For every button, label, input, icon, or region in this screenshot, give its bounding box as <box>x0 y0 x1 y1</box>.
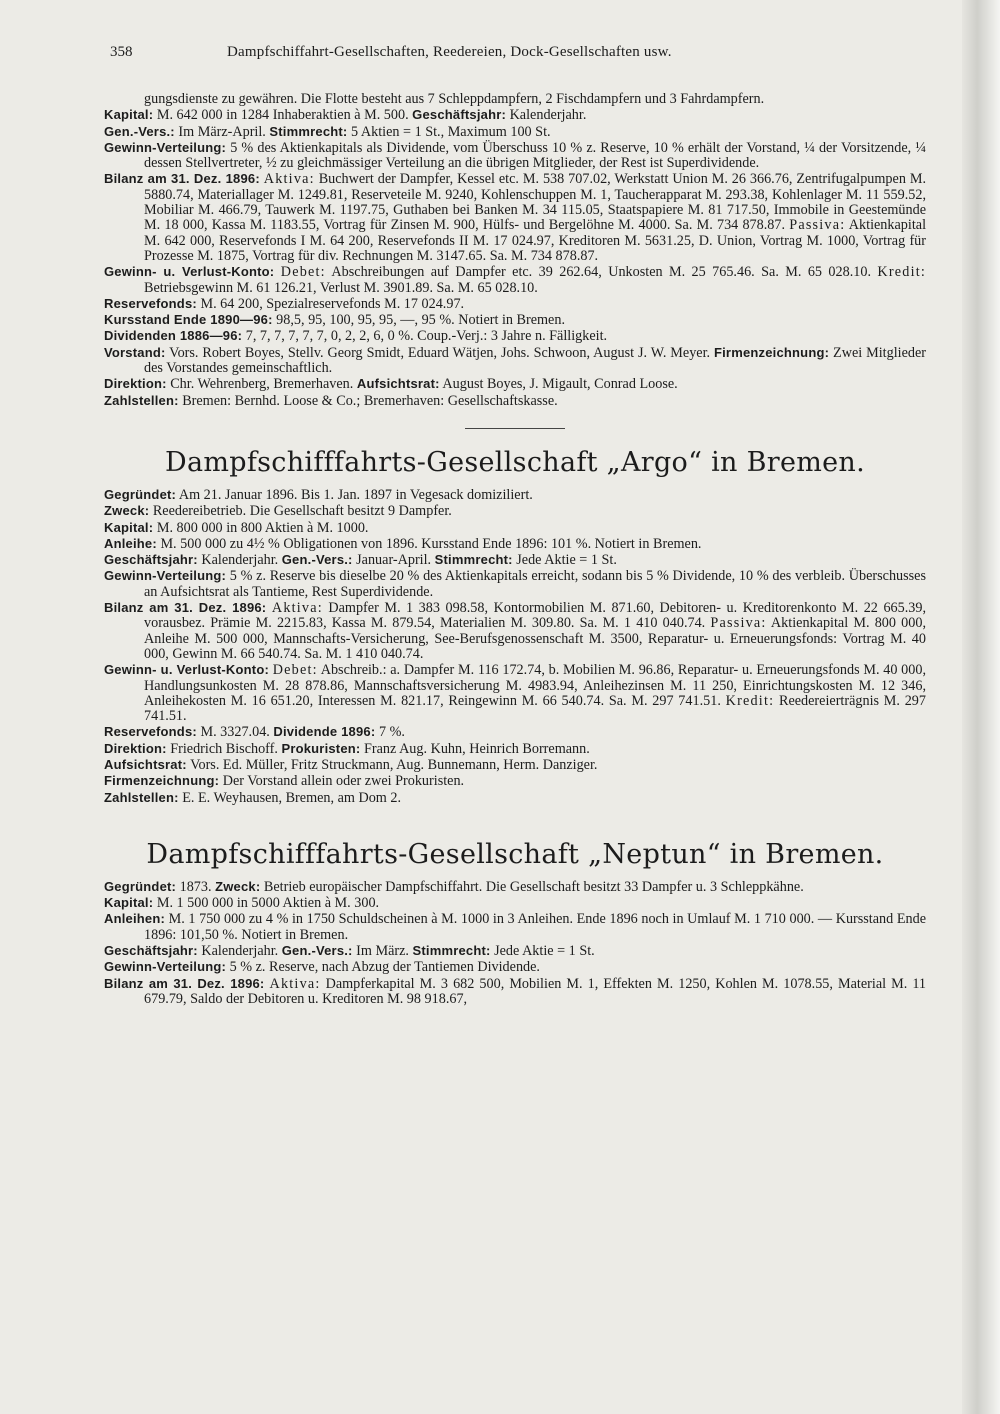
anleihe-entry: Anleihe: M. 500 000 zu 4½ % Obligationen von 1896. Kursstand Ende 1896: 101 %. Notiert in Bremen. <box>104 535 702 552</box>
zahlstellen-entry: Zahlstellen: Bremen: Bernhd. Loose & Co.; Bremerhaven: Gesellschaftskasse. <box>104 392 558 409</box>
running-title: Dampfschiffahrt-Gesellschaften, Reedereien, Dock-Gesellschaften usw. <box>227 44 672 60</box>
dividenden-entry: Dividenden 1886—96: 7, 7, 7, 7, 7, 7, 0, 2, 2, 6, 0 %. Coup.-Verj.: 3 Jahre n. Fälligkeit. <box>104 328 608 345</box>
geschaeftsjahr-entry: Geschäftsjahr: Kalenderjahr. Gen.-Vers.: Januar-April. Stimmrecht: Jede Aktie = 1 St. <box>104 552 617 569</box>
company-title-neptun: Dampfschifffahrts-Gesellschaft „Neptun“ in Bremen. <box>146 838 884 870</box>
continued-text: gungsdienste zu gewähren. Die Flotte besteht aus 7 Schleppdampfern, 2 Fischdampfern und 3 Fahrdampfern. <box>144 91 765 107</box>
genvers-entry: Gen.-Vers.: Im März-April. Stimmrecht: 5 Aktien = 1 St., Maximum 100 St. <box>104 123 551 140</box>
gewinn-verteilung-entry: Gewinn-Verteilung: 5 % des Aktienkapitals als Dividende, vom Überschuss 10 % z. Reserve, 10 % erhält der Vorstand, ¼ der Vorsitzende, ¼ dessen Stellvertreter, ½ zu gleichmässiger Verteilung an die übrigen Mitglieder, der Rest ist Superdividende. <box>104 139 926 172</box>
gewinn-verlust-entry: Gewinn- u. Verlust-Konto: Debet: Abschreib.: a. Dampfer M. 116 172.74, b. Mobilien M. 96.86, Reparatur- u. Erneuerungsfonds M. 40 000, Handlungsunkosten M. 28 878.86, Mannschaftsversicherung M. 4983.94, Anleihezinsen M. 11 250, Einrichtungskosten M. 12 346, Anleihekosten M. 16 651.20, Interessen M. 821.17, Reingewinn M. 66 540.74. Sa. M. 297 741.51. Kredit: Reedereierträgnis M. 297 741.51. <box>104 662 927 725</box>
page-number: 358 <box>110 44 133 60</box>
bilanz-entry: Bilanz am 31. Dez. 1896: Aktiva: Dampferkapital M. 3 682 500, Mobilien M. 1, Effekten M. 1250, Kohlen M. 1078.55, Material M. 11 679.79, Saldo der Debitoren u. Kreditoren M. 98 918.67, <box>104 975 927 1007</box>
kursstand-entry: Kursstand Ende 1890—96: 98,5, 95, 100, 95, 95, —, 95 %. Notiert in Bremen. <box>104 312 565 329</box>
gewinn-verteilung-entry: Gewinn-Verteilung: 5 % z. Reserve bis dieselbe 20 % des Aktienkapitals erreicht, sodann bis 5 % Dividende, 10 % des verbleib. Überschusses an Aufsichtsrat als Tantieme, Rest Superdividende. <box>104 568 926 600</box>
aufsichtsrat-entry: Aufsichtsrat: Vors. Ed. Müller, Fritz Struckmann, Aug. Bunnemann, Herm. Danziger. <box>104 756 598 773</box>
anleihen-entry: Anleihen: M. 1 750 000 zu 4 % in 1750 Schuldscheinen à M. 1000 in 3 Anleihen. Ende 1896 noch in Umlauf M. 1 710 000. — Kursstand Ende 1896: 101,50 %. Notiert in Bremen. <box>104 911 926 943</box>
bilanz-entry: Bilanz am 31. Dez. 1896: Aktiva: Dampfer M. 1 383 098.58, Kontormobilien M. 871.60, Debitoren- u. Kreditorenkonto M. 22 665.39, vorausbez. Prämie M. 2215.83, Kassa M. 879.54, Materialien M. 309.80. Sa. M. 1 410 040.74. Passiva: Aktienkapital M. 800 000, Anleihe M. 500 000, Mannschafts-Versicherung, See-Berufsgenossenschaft M. 3500, Reparatur- u. Erneuerungsfonds: Vortrag M. 40 000, Gewinn M. 66 540.74. Sa. M. 1 410 040.74. <box>104 600 927 662</box>
gegruendet-entry: Gegründet: Am 21. Januar 1896. Bis 1. Jan. 1897 in Vegesack domiziliert. <box>104 486 533 503</box>
zahlstellen-entry: Zahlstellen: E. E. Weyhausen, Bremen, am Dom 2. <box>104 789 402 806</box>
gegruendet-entry: Gegründet: 1873. Zweck: Betrieb europäischer Dampfschiffahrt. Die Gesellschaft besitzt 33 Dampfer u. 3 Schleppkähne. <box>104 878 804 895</box>
reservefonds-entry: Reservefonds: M. 64 200, Spezialreservefonds M. 17 024.97. <box>104 295 465 312</box>
company-title-argo: Dampfschifffahrts-Gesellschaft „Argo“ in Bremen. <box>165 446 865 478</box>
bilanz-entry: Bilanz am 31. Dez. 1896: Aktiva: Buchwert der Dampfer, Kessel etc. M. 538 707.02, Werkstatt Union M. 26 366.76, Zentrifugalpumpen M. 5880.74, Materiallager M. 1249.81, Reserveteile M. 9240, Kohlenschuppen M. 1, Taucherapparat M. 293.38, Kohlenlager M. 11 559.52, Mobiliar M. 466.79, Tauwerk M. 1197.75, Guthaben bei Banken M. 34 115.05, Staatspapiere M. 81 717.50, Immobile in Geestemünde M. 18 000, Kassa M. 1183.55, Vortrag für Zinsen M. 900, Hülfs- und Bergelöhne M. 4000. Sa. M. 734 878.87. Passiva: Aktienkapital M. 642 000, Reservefonds I M. 64 200, Reservefonds II M. 17 024.97, Kreditoren M. 5631.25, D. Union, Vortrag M. 1000, Vortrag für Prozesse M. 1875, Vortrag für div. Rechnungen M. 3147.65. Sa. M. 734 878.87. <box>104 171 927 264</box>
firmenzeichnung-entry: Firmenzeichnung: Der Vorstand allein oder zwei Prokuristen. <box>104 773 465 790</box>
kapital-entry: Kapital: M. 642 000 in 1284 Inhaberaktien à M. 500. Geschäftsjahr: Kalenderjahr. <box>104 107 587 124</box>
kapital-entry: Kapital: M. 1 500 000 in 5000 Aktien à M. 300. <box>104 895 380 912</box>
geschaeftsjahr-entry: Geschäftsjahr: Kalenderjahr. Gen.-Vers.: Im März. Stimmrecht: Jede Aktie = 1 St. <box>104 943 595 960</box>
gewinn-verlust-entry: Gewinn- u. Verlust-Konto: Debet: Abschreibungen auf Dampfer etc. 39 262.64, Unkosten M. 25 765.46. Sa. M. 65 028.10. Kredit: Betriebsgewinn M. 61 126.21, Verlust M. 3901.89. Sa. M. 65 028.10. <box>104 264 926 296</box>
gewinn-verteilung-entry: Gewinn-Verteilung: 5 % z. Reserve, nach Abzug der Tantiemen Dividende. <box>104 959 540 976</box>
page-content <box>104 92 926 1007</box>
direktion-entry: Direktion: Chr. Wehrenberg, Bremerhaven. Aufsichtsrat: August Boyes, J. Migault, Conrad Loose. <box>104 376 678 393</box>
section-spacer <box>465 824 565 825</box>
direktion-entry: Direktion: Friedrich Bischoff. Prokuristen: Franz Aug. Kuhn, Heinrich Borremann. <box>104 740 590 757</box>
vorstand-entry: Vorstand: Vors. Robert Boyes, Stellv. Georg Smidt, Eduard Wätjen, Johs. Schwoon, August J. W. Meyer. Firmenzeichnung: Zwei Mitglieder des Vorstandes gemeinschaftlich. <box>104 344 926 377</box>
reservefonds-entry: Reservefonds: M. 3327.04. Dividende 1896: 7 %. <box>104 724 405 741</box>
page-edge <box>962 0 1000 1414</box>
kapital-entry: Kapital: M. 800 000 in 800 Aktien à M. 1000. <box>104 519 369 536</box>
section-divider <box>465 428 565 429</box>
zweck-entry: Zweck: Reedereibetrieb. Die Gesellschaft besitzt 9 Dampfer. <box>104 503 452 520</box>
